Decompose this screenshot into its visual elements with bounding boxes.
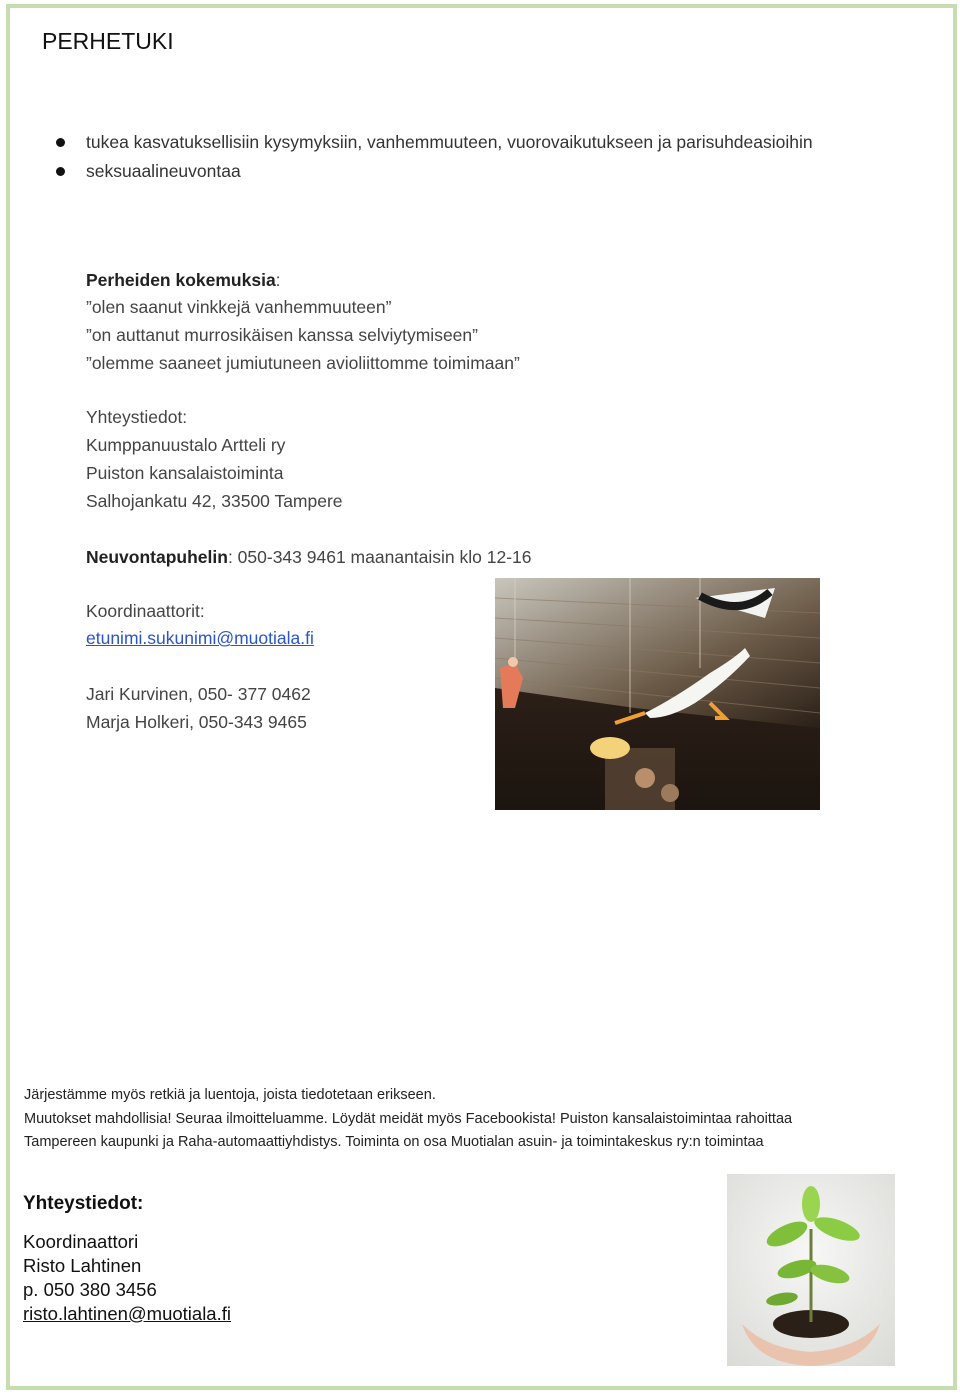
bottom-contact-role: Koordinaattori: [23, 1231, 139, 1252]
quote: ”olen saanut vinkkejä vanhemmuuteen”: [86, 297, 392, 317]
footer-note: Muutokset mahdollisia! Seuraa ilmoitteluamme. Löydät meidät myös Facebookista! Puiston kansalaistoimintaa rahoittaa: [24, 1111, 793, 1127]
coordinators-email-link[interactable]: etunimi.sukunimi@muotiala.fi: [86, 628, 314, 648]
stork-mobile-photo: [495, 578, 820, 810]
contacts-heading: Yhteystiedot:: [86, 407, 188, 427]
plant-in-hands-photo: [727, 1174, 895, 1366]
list-item: seksuaalineuvontaa: [56, 157, 813, 186]
phone-text: : 050-343 9461 maanantaisin klo 12-16: [227, 547, 532, 567]
phone-label: Neuvontapuhelin: [86, 547, 228, 567]
bottom-contact-heading: Yhteystiedot:: [23, 1193, 144, 1214]
quote: ”olemme saaneet jumiutuneen avioliittomme toimimaan”: [86, 353, 520, 373]
experiences-heading: [86, 266, 281, 294]
experiences-heading-label: Perheiden kokemuksia: [86, 270, 276, 290]
page-title: PERHETUKI: [42, 28, 174, 54]
phone-line: [86, 543, 532, 571]
bottom-contact-name: Risto Lahtinen: [23, 1255, 142, 1276]
footer-note: Tampereen kaupunki ja Raha-automaattiyhdistys. Toiminta on osa Muotialan asuin- ja toimintakeskus ry:n toimintaa: [24, 1134, 764, 1150]
service-list: [56, 128, 813, 186]
list-item: tukea kasvatuksellisiin kysymyksiin, vanhemmuuteen, vuorovaikutukseen ja parisuhdeasioihin: [56, 128, 813, 157]
bottom-contact-email-link[interactable]: risto.lahtinen@muotiala.fi: [23, 1303, 231, 1324]
bottom-contact-phone: p. 050 380 3456: [23, 1279, 157, 1300]
contacts-unit: Puiston kansalaistoiminta: [86, 463, 284, 483]
contacts-address: Salhojankatu 42, 33500 Tampere: [86, 491, 343, 511]
quote: ”on auttanut murrosikäisen kanssa selviytymiseen”: [86, 325, 478, 345]
coordinator-person: Marja Holkeri, 050-343 9465: [86, 712, 307, 732]
contacts-org: Kumppanuustalo Artteli ry: [86, 435, 286, 455]
coordinator-person: Jari Kurvinen, 050- 377 0462: [86, 684, 311, 704]
footer-note: Järjestämme myös retkiä ja luentoja, joista tiedotetaan erikseen.: [24, 1087, 436, 1103]
experiences-heading-colon: :: [275, 270, 281, 290]
coordinators-heading: Koordinaattorit:: [86, 601, 205, 621]
